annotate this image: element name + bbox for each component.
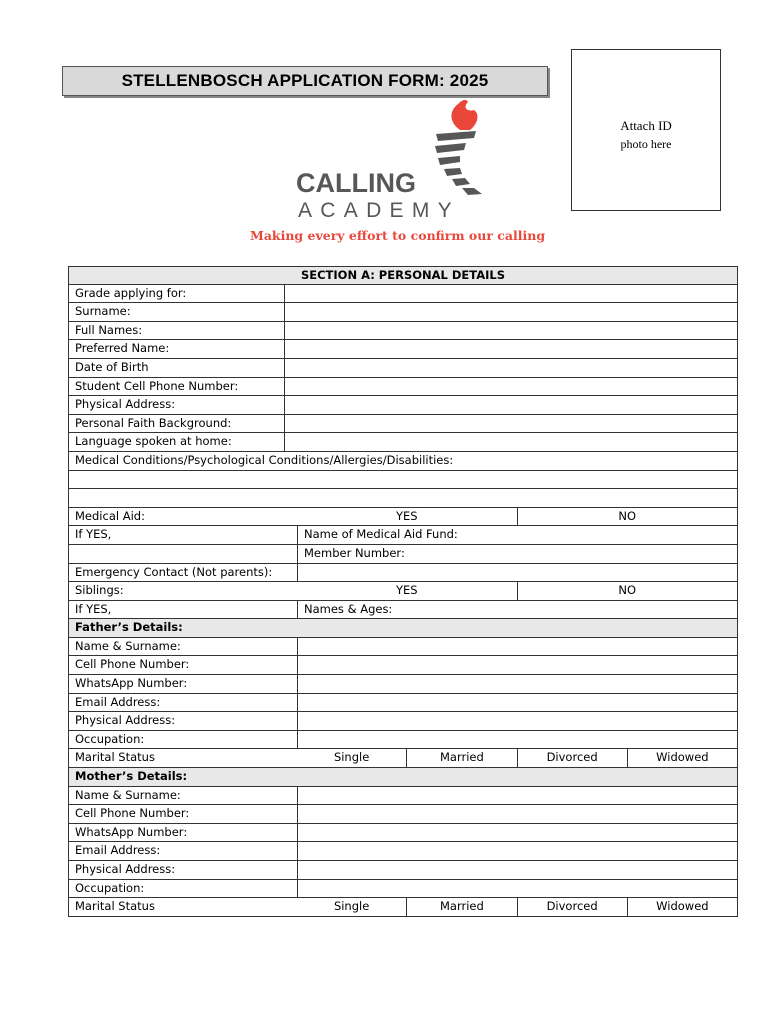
field-label: Email Address:	[75, 843, 161, 858]
member-number-input[interactable]: Member Number:	[297, 545, 737, 563]
table-row	[68, 694, 738, 713]
table-row	[68, 656, 738, 675]
logo-word-academy: ACADEMY	[298, 199, 460, 222]
field-label: Personal Faith Background:	[75, 415, 232, 430]
mother-cell-input[interactable]	[297, 805, 737, 823]
father-name-input[interactable]	[297, 638, 737, 656]
table-row	[68, 378, 738, 397]
field-label: Physical Address:	[75, 397, 176, 412]
grade-input[interactable]	[284, 285, 737, 303]
table-row	[68, 898, 738, 917]
father-whatsapp-input[interactable]	[297, 675, 737, 693]
table-row	[68, 526, 738, 545]
field-label: Language spoken at home:	[75, 434, 232, 449]
mother-name-input[interactable]	[297, 787, 737, 805]
field-label: Occupation:	[75, 731, 145, 746]
table-row	[68, 564, 738, 583]
father-widowed-option[interactable]: Widowed	[627, 749, 737, 767]
date-of-birth-input[interactable]	[284, 359, 737, 377]
if-yes-siblings-label: If YES,	[75, 601, 112, 616]
section-a-heading: SECTION A: PERSONAL DETAILS	[300, 268, 506, 282]
mother-occupation-input[interactable]	[297, 880, 737, 898]
field-label: Occupation:	[75, 880, 145, 895]
medical-aid-fund-input[interactable]: Name of Medical Aid Fund:	[297, 526, 737, 544]
table-row	[68, 396, 738, 415]
father-heading: Father’s Details:	[75, 620, 183, 635]
siblings-no-option[interactable]: NO	[517, 582, 738, 600]
preferred-name-input[interactable]	[284, 340, 737, 358]
table-row	[68, 675, 738, 694]
field-label: WhatsApp Number:	[75, 676, 188, 691]
student-cell-input[interactable]	[284, 378, 737, 396]
application-form-table	[68, 266, 738, 917]
table-row	[68, 359, 738, 378]
father-marital-label: Marital Status	[75, 750, 155, 765]
logo-word-calling: CALLING	[296, 168, 416, 198]
medical-conditions-input[interactable]	[69, 471, 737, 489]
if-yes-label: If YES,	[75, 527, 112, 542]
photo-box-line2: photo here	[620, 137, 672, 151]
table-row	[68, 880, 738, 899]
table-row	[68, 731, 738, 750]
table-row	[68, 433, 738, 452]
medical-aid-label: Medical Aid:	[75, 508, 145, 523]
table-row	[68, 824, 738, 843]
father-cell-input[interactable]	[297, 656, 737, 674]
id-photo-box	[571, 49, 721, 211]
father-email-input[interactable]	[297, 694, 737, 712]
physical-address-input[interactable]	[284, 396, 737, 414]
form-title: STELLENBOSCH APPLICATION FORM: 2025	[62, 66, 548, 96]
field-label: Preferred Name:	[75, 341, 170, 356]
table-row	[68, 545, 738, 564]
table-row	[68, 582, 738, 601]
empty-label	[69, 545, 297, 563]
table-row	[68, 601, 738, 620]
surname-input[interactable]	[284, 303, 737, 321]
table-row	[68, 452, 738, 471]
table-row	[68, 303, 738, 322]
mother-divorced-option[interactable]: Divorced	[517, 898, 627, 916]
field-label: WhatsApp Number:	[75, 824, 188, 839]
mother-whatsapp-input[interactable]	[297, 824, 737, 842]
siblings-yes-option[interactable]: YES	[395, 583, 418, 598]
table-row	[68, 805, 738, 824]
mother-marital-label: Marital Status	[75, 899, 155, 914]
table-row	[68, 638, 738, 657]
table-row	[68, 489, 738, 508]
table-row	[68, 415, 738, 434]
logo-tagline: Making every effort to confirm our calling	[250, 228, 546, 243]
table-row	[68, 842, 738, 861]
photo-box-line1: Attach ID	[620, 118, 672, 133]
field-label: Physical Address:	[75, 713, 176, 728]
medical-aid-no-option[interactable]: NO	[517, 508, 738, 526]
table-row	[68, 787, 738, 806]
siblings-label: Siblings:	[75, 583, 124, 598]
faith-background-input[interactable]	[284, 415, 737, 433]
field-label: Cell Phone Number:	[75, 806, 190, 821]
mother-heading: Mother’s Details:	[75, 769, 188, 784]
names-ages-input[interactable]: Names & Ages:	[297, 601, 737, 619]
table-row	[68, 861, 738, 880]
field-label: Student Cell Phone Number:	[75, 378, 239, 393]
field-label: Name & Surname:	[75, 787, 181, 802]
field-label: Grade applying for:	[75, 285, 187, 300]
mother-married-option[interactable]: Married	[406, 898, 516, 916]
table-row	[68, 322, 738, 341]
father-address-input[interactable]	[297, 712, 737, 730]
mother-single-option[interactable]: Single	[333, 899, 370, 914]
father-married-option[interactable]: Married	[406, 749, 516, 767]
emergency-contact-input[interactable]	[297, 564, 737, 582]
mother-widowed-option[interactable]: Widowed	[627, 898, 737, 916]
medical-conditions-label: Medical Conditions/Psychological Conditions/Allergies/Disabilities:	[75, 452, 454, 467]
medical-conditions-input-2[interactable]	[69, 489, 737, 507]
mother-header-row	[68, 768, 738, 787]
section-a-header-row	[68, 266, 738, 285]
father-single-option[interactable]: Single	[333, 750, 370, 765]
medical-aid-yes-option[interactable]: YES	[395, 508, 418, 523]
table-row	[68, 471, 738, 490]
emergency-contact-label: Emergency Contact (Not parents):	[75, 564, 273, 579]
table-row	[68, 508, 738, 527]
father-header-row	[68, 619, 738, 638]
table-row	[68, 340, 738, 359]
field-label: Name & Surname:	[75, 638, 181, 653]
field-label: Surname:	[75, 304, 131, 319]
field-label: Physical Address:	[75, 862, 176, 876]
full-names-input[interactable]	[284, 322, 737, 340]
table-row	[68, 285, 738, 304]
mother-address-input[interactable]	[297, 861, 737, 879]
mother-email-input[interactable]	[297, 842, 737, 860]
table-row	[68, 749, 738, 768]
father-occupation-input[interactable]	[297, 731, 737, 749]
field-label: Cell Phone Number:	[75, 657, 190, 672]
language-input[interactable]	[284, 433, 737, 451]
field-label: Date of Birth	[75, 359, 149, 374]
field-label: Email Address:	[75, 694, 161, 709]
father-divorced-option[interactable]: Divorced	[517, 749, 627, 767]
table-row	[68, 712, 738, 731]
field-label: Full Names:	[75, 322, 143, 337]
